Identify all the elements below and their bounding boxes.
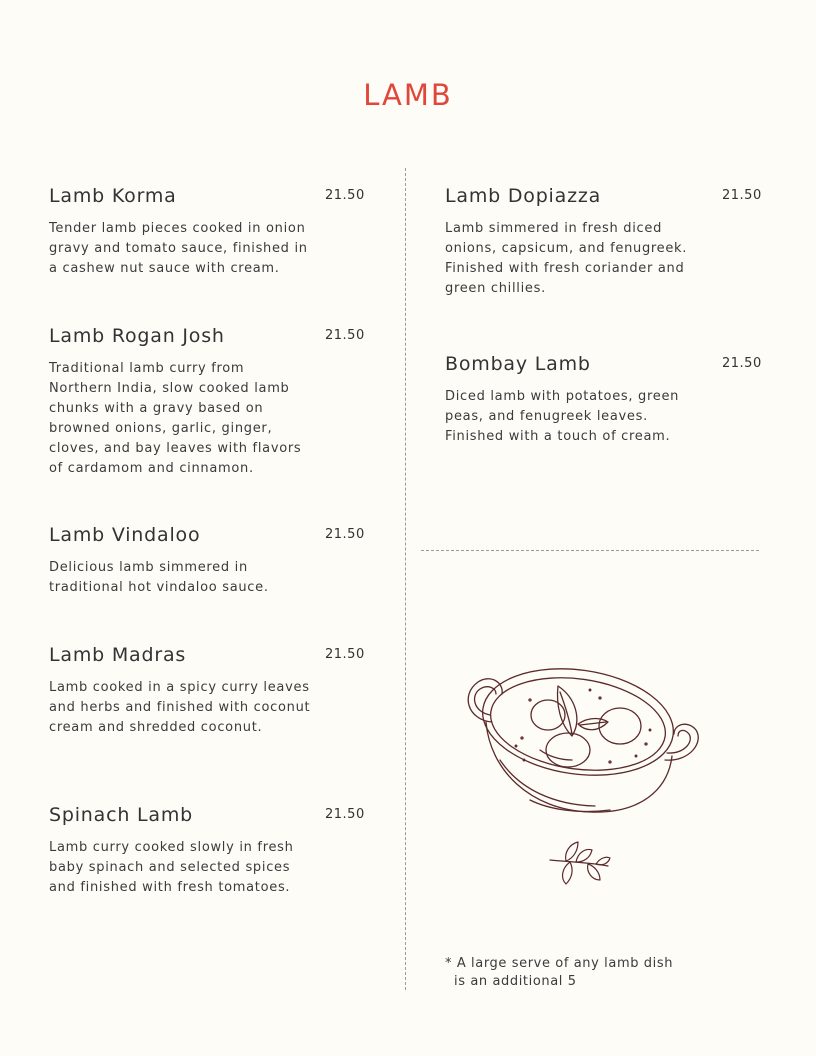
item-price: 21.50 (325, 328, 365, 343)
item-description: Traditional lamb curry from Northern India, slow cooked lamb chunks with a gravy based on browned onions, garlic, ginger, cloves, and bay leaves with flavors of cardamom and cinnamon. (49, 361, 302, 476)
item-description: Lamb cooked in a spicy curry leaves and herbs and finished with coconut cream and shredded coconut. (49, 680, 311, 735)
item-description: Delicious lamb simmered in traditional hot vindaloo sauce. (49, 560, 269, 595)
column-divider (405, 168, 406, 990)
item-name: Spinach Lamb (49, 804, 194, 826)
item-price: 21.50 (325, 647, 365, 662)
item-description: Tender lamb pieces cooked in onion gravy and tomato sauce, finished in a cashew nut sauce with cream. (49, 221, 308, 276)
item-name: Lamb Dopiazza (445, 185, 602, 207)
item-description: Diced lamb with potatoes, green peas, and fenugreek leaves. Finished with a touch of cream. (445, 389, 680, 444)
item-name: Bombay Lamb (445, 353, 591, 375)
section-divider (421, 550, 759, 551)
footnote-line: * A large serve of any lamb dish (445, 956, 674, 971)
footnote-line: is an additional 5 (454, 974, 577, 989)
footnote (445, 955, 695, 991)
item-price: 21.50 (325, 527, 365, 542)
curry-bowl-illustration (460, 660, 710, 825)
item-description: Lamb curry cooked slowly in fresh baby spinach and selected spices and finished with fresh tomatoes. (49, 840, 294, 895)
item-name: Lamb Vindaloo (49, 524, 201, 546)
page-title: LAMB (363, 78, 453, 112)
item-name: Lamb Korma (49, 185, 177, 207)
item-name: Lamb Rogan Josh (49, 325, 225, 347)
item-price: 21.50 (722, 356, 762, 371)
herb-sprig-icon (548, 840, 612, 886)
item-price: 21.50 (325, 807, 365, 822)
item-price: 21.50 (722, 188, 762, 203)
item-price: 21.50 (325, 188, 365, 203)
item-description: Lamb simmered in fresh diced onions, capsicum, and fenugreek. Finished with fresh coriander and green chillies. (445, 221, 688, 296)
item-name: Lamb Madras (49, 644, 187, 666)
